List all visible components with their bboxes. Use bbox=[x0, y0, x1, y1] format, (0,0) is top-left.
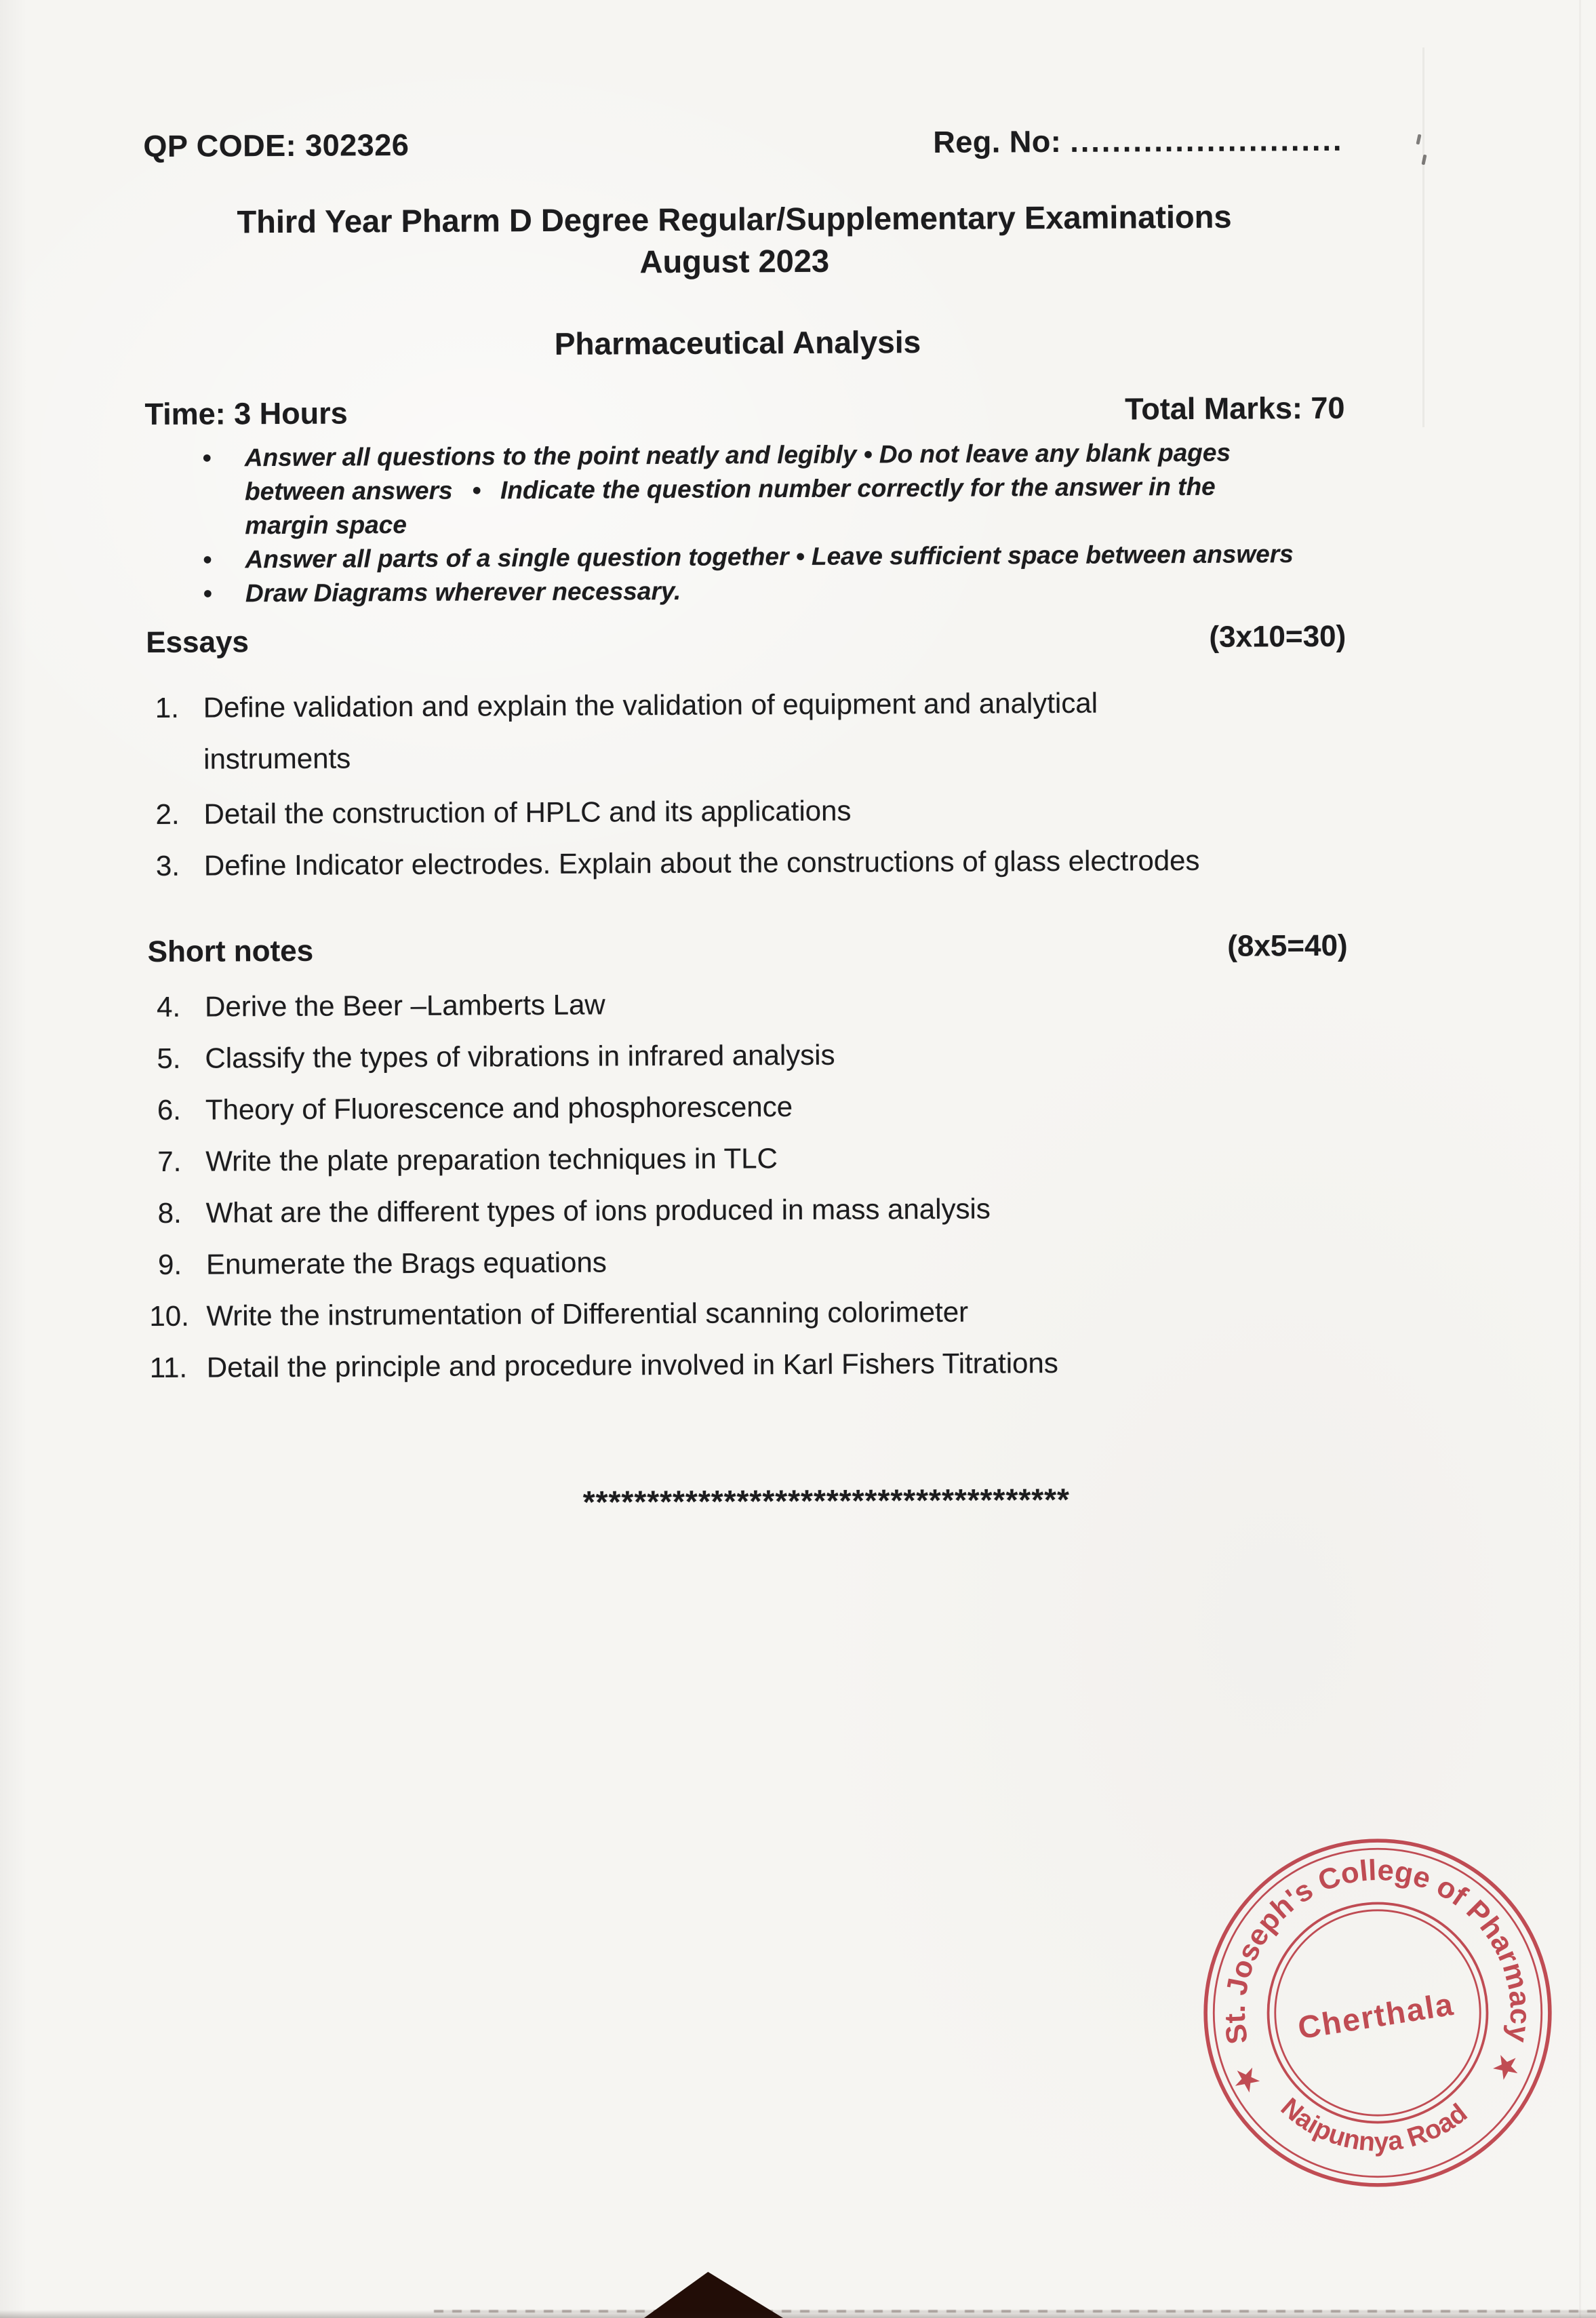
essays-heading: Essays bbox=[146, 625, 250, 660]
question-text bbox=[204, 842, 1347, 884]
question-text bbox=[203, 791, 1346, 832]
essays-section-header bbox=[146, 620, 1346, 660]
college-stamp-seal bbox=[1188, 1823, 1568, 2203]
question-item bbox=[148, 1138, 1349, 1179]
question-text bbox=[205, 1138, 1349, 1179]
instruction-line: margin space bbox=[245, 511, 407, 540]
question-line: Enumerate the Brags equations bbox=[205, 1246, 607, 1280]
question-line: Define validation and explain the validation of equipment and analytical bbox=[203, 686, 1098, 724]
separator-stars: ************************************** bbox=[582, 1481, 1071, 1520]
question-number: 6. bbox=[157, 1093, 182, 1126]
stamp-star-left-icon: ★ bbox=[1228, 2059, 1266, 2100]
stamp-arc-top-text: St. Joseph's College of Pharmacy bbox=[1218, 1853, 1537, 2047]
instruction-item bbox=[203, 435, 1346, 543]
stamp-star-right-icon: ★ bbox=[1487, 2046, 1525, 2087]
instruction-line: • Answer all parts of a single question together • Leave sufficient space between answers bbox=[245, 540, 1294, 574]
question-number: 3. bbox=[155, 849, 180, 882]
instruction-line: • Answer all questions to the point neatly and legibly • Do not leave any blank pages bbox=[244, 438, 1231, 472]
title-block bbox=[134, 195, 1335, 286]
question-line: Detail the construction of HPLC and its applications bbox=[203, 794, 852, 830]
question-number: 4. bbox=[156, 990, 181, 1023]
question-item bbox=[150, 1344, 1350, 1386]
time-marks-row bbox=[144, 391, 1344, 432]
reg-no-dotted-line: .......................... bbox=[1070, 122, 1344, 159]
question-item bbox=[146, 684, 1347, 777]
subject-title: Pharmaceutical Analysis bbox=[554, 324, 921, 361]
question-item bbox=[148, 1035, 1348, 1076]
essays-question-list bbox=[146, 684, 1347, 884]
question-text bbox=[205, 983, 1348, 1025]
question-number: 11. bbox=[149, 1351, 188, 1384]
question-number: 5. bbox=[157, 1042, 181, 1074]
question-text bbox=[206, 1293, 1349, 1334]
question-line: Detail the principle and procedure involved in Karl Fishers Titrations bbox=[206, 1347, 1058, 1383]
question-text bbox=[203, 684, 1347, 777]
question-line: Write the plate preparation techniques in TLC bbox=[205, 1142, 778, 1177]
question-text bbox=[207, 1344, 1350, 1386]
question-number: 8. bbox=[157, 1196, 182, 1229]
question-text bbox=[206, 1241, 1349, 1282]
essays-marks: (3x10=30) bbox=[1209, 619, 1346, 654]
question-line: Classify the types of vibrations in infrared analysis bbox=[205, 1038, 835, 1074]
exam-session: August 2023 bbox=[639, 242, 830, 280]
stamp-arc-bottom-text: Naipunnya Road bbox=[1275, 2092, 1473, 2157]
question-line: Write the instrumentation of Differential scanning colorimeter bbox=[206, 1295, 969, 1332]
instructions-list bbox=[145, 435, 1346, 611]
question-item bbox=[148, 1086, 1349, 1128]
question-line: What are the different types of ions produced in mass analysis bbox=[205, 1192, 991, 1229]
paper-edge-shade bbox=[1579, 0, 1581, 2318]
total-marks: Total Marks: 70 bbox=[1125, 390, 1345, 427]
question-number: 9. bbox=[157, 1248, 182, 1280]
question-number: 2. bbox=[155, 798, 180, 830]
question-item bbox=[147, 842, 1347, 884]
question-item bbox=[148, 983, 1348, 1025]
question-text bbox=[205, 1086, 1349, 1128]
question-number: 1. bbox=[155, 691, 179, 724]
question-line: Define Indicator electrodes. Explain about the constructions of glass electrodes bbox=[203, 844, 1200, 882]
question-line: Theory of Fluorescence and phosphorescence bbox=[205, 1091, 793, 1126]
stamp-center-text: Cherthala bbox=[1295, 1986, 1457, 2046]
paper-edge-shade bbox=[0, 0, 27, 2318]
question-item bbox=[149, 1293, 1349, 1334]
short-notes-question-list bbox=[148, 983, 1350, 1386]
question-number: 7. bbox=[157, 1145, 182, 1177]
question-text bbox=[205, 1035, 1348, 1076]
exam-title: Third Year Pharm D Degree Regular/Supplementary Examinations bbox=[237, 198, 1232, 240]
short-notes-section-header bbox=[148, 929, 1348, 969]
question-item bbox=[149, 1190, 1349, 1231]
instruction-line: between answers • Indicate the question number correctly for the answer in the bbox=[244, 472, 1216, 506]
short-notes-marks: (8x5=40) bbox=[1227, 928, 1348, 963]
reg-no bbox=[933, 123, 1343, 160]
question-number: 10. bbox=[149, 1299, 189, 1333]
short-notes-heading: Short notes bbox=[147, 934, 314, 969]
instruction-line: • Draw Diagrams wherever necessary. bbox=[245, 576, 681, 608]
reg-no-label: Reg. No: bbox=[933, 123, 1071, 159]
instruction-item bbox=[203, 537, 1345, 577]
paper-crease bbox=[1422, 47, 1424, 427]
paper-edge-shade bbox=[0, 2310, 1596, 2318]
question-item bbox=[146, 791, 1346, 832]
question-line: instruments bbox=[203, 742, 351, 775]
question-text bbox=[206, 1190, 1349, 1231]
time-allowed: Time: 3 Hours bbox=[144, 395, 348, 432]
top-header-row bbox=[143, 123, 1343, 164]
qp-code: QP CODE: 302326 bbox=[143, 127, 410, 164]
question-line: Derive the Beer –Lamberts Law bbox=[204, 988, 605, 1023]
question-item bbox=[149, 1241, 1349, 1282]
instruction-item bbox=[203, 571, 1346, 611]
